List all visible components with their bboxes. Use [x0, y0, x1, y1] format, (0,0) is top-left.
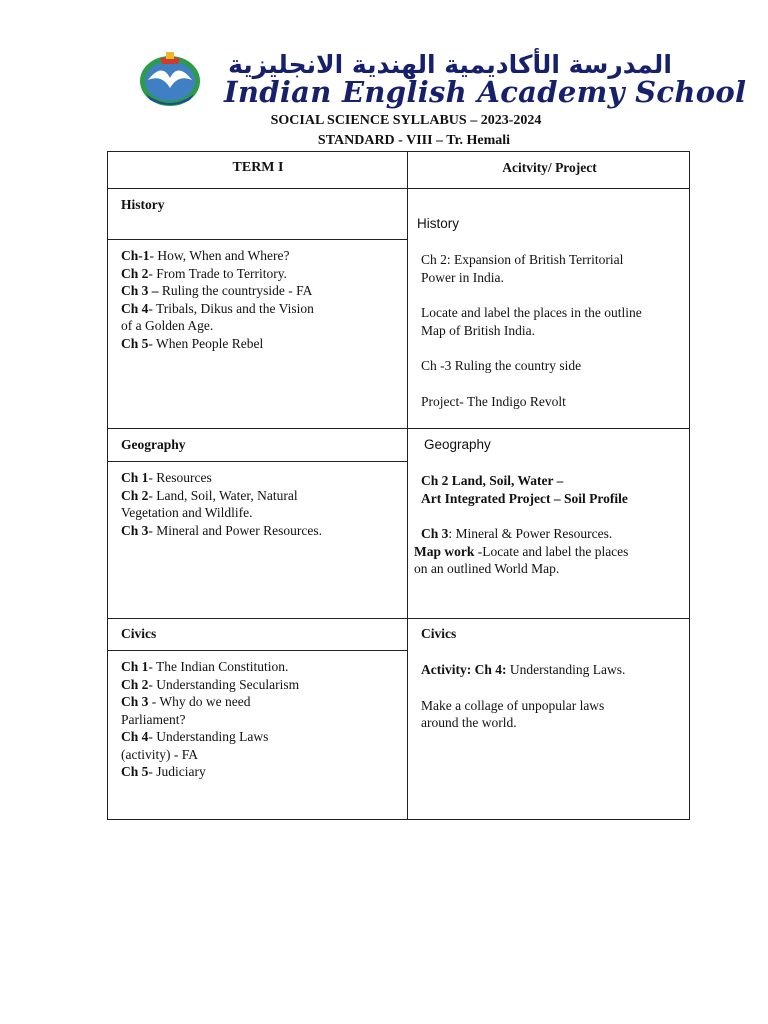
school-name-arabic: المدرسة الأكاديمية الهندية الانجليزية [228, 50, 672, 79]
list-item: Map of British India. [421, 322, 535, 338]
geography-row-divider [108, 618, 689, 619]
activity-header: Acitvity/ Project [502, 160, 597, 175]
list-item: (activity) - FA [121, 746, 198, 762]
civics-chapter-list [121, 658, 401, 781]
geography-chapter-list [121, 469, 401, 539]
list-item: Ch 2- Land, Soil, Water, Natural [121, 487, 298, 503]
list-item: Activity: Ch 4: Understanding Laws. [421, 662, 626, 677]
geography-activity-label: Geography [424, 437, 491, 452]
list-item: Make a collage of unpopular laws [421, 697, 605, 713]
list-item: Art Integrated Project – Soil Profile [421, 490, 628, 506]
list-item: of a Golden Age. [121, 318, 214, 333]
list-item: Ch 2- From Trade to Territory. [121, 265, 287, 281]
list-item: Vegetation and Wildlife. [121, 505, 253, 520]
list-item: Ch 1- The Indian Constitution. [121, 659, 289, 674]
history-row-divider [108, 428, 689, 429]
list-item: Ch 3: Mineral & Power Resources. [421, 526, 613, 541]
geography-label-divider [108, 461, 408, 462]
list-item: Ch 3 - Why do we need [121, 694, 251, 709]
list-item: Ch 2- Understanding Secularism [121, 676, 300, 692]
list-item: Ch 4- Understanding Laws [121, 729, 269, 744]
civics-label: Civics [121, 626, 157, 641]
list-item: Parliament? [121, 711, 186, 727]
list-item: Ch 4- Tribals, Dikus and the Vision [121, 300, 314, 316]
list-item: around the world. [421, 715, 517, 730]
school-logo-icon [132, 50, 208, 108]
history-chapter-list [121, 247, 401, 352]
list-item: Project- The Indigo Revolt [421, 393, 566, 409]
list-item: Ch 3 – Ruling the countryside - FA [121, 283, 313, 298]
syllabus-table [107, 151, 690, 820]
document-title: SOCIAL SCIENCE SYLLABUS – 2023-2024 [270, 113, 542, 128]
geography-activity-list [414, 472, 689, 578]
school-name-english: Indian English Academy School [224, 75, 747, 109]
list-item: Ch 5- Judiciary [121, 764, 206, 779]
list-item: Power in India. [421, 269, 504, 285]
header-row-divider [108, 188, 689, 189]
list-item: Ch 1- Resources [121, 470, 212, 485]
civics-label-divider [108, 650, 408, 651]
civics-activity-label: Civics [421, 626, 457, 641]
list-item: Ch 2: Expansion of British Territorial [421, 252, 624, 267]
history-activity-list [421, 251, 686, 410]
list-item: Locate and label the places in the outline [421, 305, 642, 320]
history-activity-label: History [417, 216, 460, 231]
school-header [132, 50, 747, 110]
list-item: Ch 5- When People Rebel [121, 335, 264, 351]
history-label-divider [108, 239, 408, 240]
term-header: TERM I [232, 160, 284, 175]
geography-label: Geography [121, 437, 186, 452]
list-item: on an outlined World Map. [414, 561, 560, 576]
list-item: Ch 3- Mineral and Power Resources. [121, 522, 322, 538]
list-item: Ch-1- How, When and Where? [121, 248, 290, 263]
list-item: Ch -3 Ruling the country side [421, 358, 582, 373]
document-subtitle: STANDARD - VIII – Tr. Hemali [317, 133, 511, 148]
list-item: Map work -Locate and label the places [414, 543, 629, 559]
civics-activity-list [421, 661, 686, 732]
history-label: History [121, 197, 165, 212]
column-divider [407, 152, 408, 819]
list-item: Ch 2 Land, Soil, Water – [421, 473, 564, 488]
